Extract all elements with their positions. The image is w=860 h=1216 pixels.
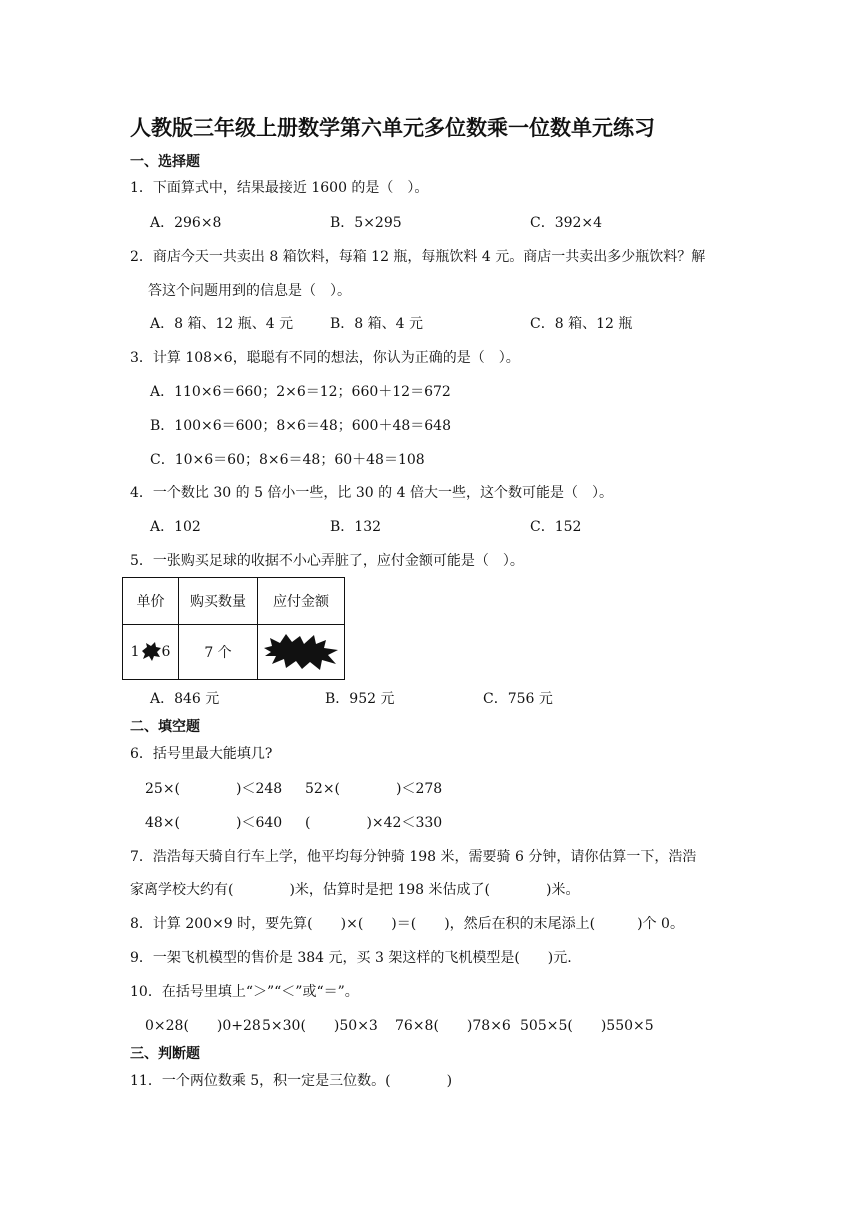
question-7-line1: 7．浩浩每天骑自行车上学，他平均每分钟骑 198 米，需要骑 6 分钟，请你估算一下，浩浩	[130, 849, 697, 865]
question-5-stem: 5．一张购买足球的收据不小心弄脏了，应付金额可能是（ ）。	[130, 553, 524, 569]
page-title: 人教版三年级上册数学第六单元多位数乘一位数单元练习	[130, 116, 655, 140]
large-ink-blot-icon	[262, 632, 340, 672]
header-unit-price: 单价	[123, 578, 179, 625]
question-7-line2: 家离学校大约有( )米，估算时是把 198 米估成了( )米。	[130, 882, 580, 898]
q5-option-b: B．952 元	[325, 691, 395, 707]
unit-price-cell	[123, 625, 179, 680]
q10-item-3: 76×8( )78×6	[395, 1018, 511, 1034]
q1-option-b: B．5×295	[330, 215, 402, 231]
q5-option-a: A．846 元	[150, 691, 220, 707]
q3-option-a: A．110×6＝660；2×6＝12；660＋12＝672	[150, 384, 451, 400]
price-digit-left: 1	[130, 644, 140, 660]
header-amount-due: 应付金额	[258, 578, 345, 625]
q4-option-b: B．132	[330, 519, 382, 535]
q10-item-2: 5×30( )50×3	[262, 1018, 378, 1034]
q3-option-c: C．10×6＝60；8×6＝48；60＋48＝108	[150, 452, 425, 468]
question-4-stem: 4．一个数比 30 的 5 倍小一些，比 30 的 4 倍大一些，这个数可能是（ ）。	[130, 485, 613, 501]
section-heading-true-false: 三、判断题	[130, 1046, 200, 1062]
amount-due-cell	[258, 625, 345, 680]
question-8: 8．计算 200×9 时，要先算( )×( )＝( )，然后在积的末尾添上( )个 0。	[130, 916, 684, 932]
receipt-table	[122, 577, 345, 680]
question-2-stem-line2: 答这个问题用到的信息是（ ）。	[148, 283, 351, 299]
q5-option-c: C．756 元	[483, 691, 553, 707]
question-3-stem: 3．计算 108×6，聪聪有不同的想法，你认为正确的是（ ）。	[130, 350, 520, 366]
q4-option-c: C．152	[530, 519, 582, 535]
question-9: 9．一架飞机模型的售价是 384 元，买 3 架这样的飞机模型是( )元.	[130, 950, 572, 966]
question-6-stem: 6．括号里最大能填几?	[130, 746, 273, 762]
q2-option-a: A．8 箱、12 瓶、4 元	[150, 316, 294, 332]
header-quantity: 购买数量	[179, 578, 258, 625]
section-heading-fill-in: 二、填空题	[130, 719, 200, 735]
question-11: 11．一个两位数乘 5，积一定是三位数。( )	[130, 1073, 453, 1089]
question-10-stem: 10．在括号里填上“＞”“＜”或“＝”。	[130, 984, 359, 1000]
price-digit-right: 6	[161, 644, 171, 660]
q10-item-1: 0×28( )0+28	[145, 1018, 261, 1034]
q10-item-4: 505×5( )550×5	[520, 1018, 654, 1034]
section-heading-choice: 一、选择题	[130, 154, 200, 170]
question-2-stem-line1: 2．商店今天一共卖出 8 箱饮料，每箱 12 瓶，每瓶饮料 4 元。商店一共卖出多少瓶饮料？解	[130, 249, 706, 265]
question-1-stem: 1．下面算式中，结果最接近 1600 的是（ ）。	[130, 180, 429, 196]
q1-option-a: A．296×8	[150, 215, 222, 231]
q6-item-3: 48×( )＜640	[145, 815, 283, 831]
q6-item-1: 25×( )＜248	[145, 781, 283, 797]
q6-item-4: ( )×42＜330	[305, 815, 443, 831]
q6-item-2: 52×( )＜278	[305, 781, 443, 797]
q4-option-a: A．102	[150, 519, 201, 535]
q2-option-c: C．8 箱、12 瓶	[530, 316, 633, 332]
q2-option-b: B．8 箱、4 元	[330, 316, 424, 332]
ink-blot-icon	[140, 642, 162, 662]
q3-option-b: B．100×6＝600；8×6＝48；600＋48＝648	[150, 418, 451, 434]
q1-option-c: C．392×4	[530, 215, 603, 231]
quantity-cell: 7 个	[179, 625, 258, 680]
